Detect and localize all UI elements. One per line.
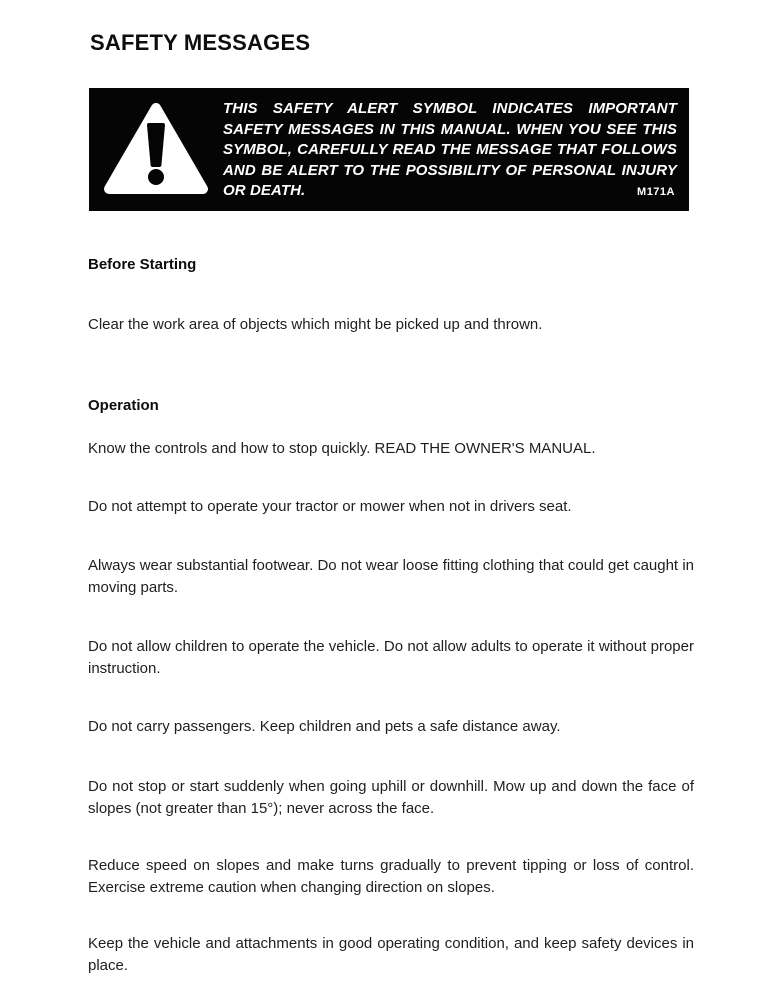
- page-title: SAFETY MESSAGES: [90, 30, 311, 55]
- paragraph-clear-work-area: Clear the work area of objects which might be picked up and thrown.: [88, 316, 543, 333]
- safety-alert-text-block: [223, 88, 689, 211]
- section-heading-before-starting: Before Starting: [88, 256, 197, 273]
- paragraph-good-condition: Keep the vehicle and attachments in good operating condition, and keep safety devices in place.: [88, 935, 694, 974]
- paragraph-uphill-downhill: Do not stop or start suddenly when going uphill or downhill. Mow up and down the face of slopes (not greater than 15°); never across the face.: [88, 778, 694, 817]
- safety-alert-message: THIS SAFETY ALERT SYMBOL INDICATES IMPORTANT SAFETY MESSAGES IN THIS MANUAL. WHEN YOU SEE THIS SYMBOL, CAREFULLY READ THE MESSAGE THAT FOLLOWS AND BE ALERT TO THE POSSIBILITY OF PERSONAL INJURY OR DEATH.: [223, 100, 677, 199]
- paragraph-reduce-speed: Reduce speed on slopes and make turns gradually to prevent tipping or loss of control. Exercise extreme caution when changing direction on slopes.: [88, 857, 694, 896]
- paragraph-children-operate: Do not allow children to operate the vehicle. Do not allow adults to operate it without proper instruction.: [88, 638, 694, 677]
- warning-triangle-icon: [89, 88, 223, 211]
- safety-alert-code: M171A: [637, 186, 675, 198]
- safety-alert-banner: [89, 88, 689, 211]
- paragraph-know-controls: Know the controls and how to stop quickly. READ THE OWNER'S MANUAL.: [88, 440, 596, 457]
- paragraph-passengers: Do not carry passengers. Keep children and pets a safe distance away.: [88, 718, 561, 735]
- paragraph-footwear: Always wear substantial footwear. Do not wear loose fitting clothing that could get caught in moving parts.: [88, 557, 694, 596]
- section-heading-operation: Operation: [88, 397, 159, 414]
- paragraph-drivers-seat: Do not attempt to operate your tractor or mower when not in drivers seat.: [88, 498, 572, 515]
